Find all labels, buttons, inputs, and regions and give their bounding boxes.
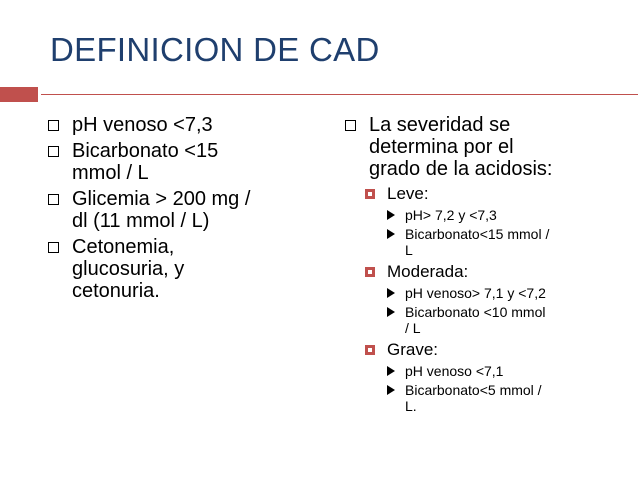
triangle-arrow-icon <box>387 210 395 220</box>
severity-detail-line: L. <box>405 398 417 414</box>
severity-detail <box>387 382 615 414</box>
severity-level-label: Moderada: <box>387 262 469 281</box>
criteria-line: dl (11 mmol / L) <box>72 210 210 232</box>
severity-detail-line: pH venoso <7,1 <box>405 363 504 379</box>
severity-level-label: Grave: <box>387 340 439 359</box>
red-square-icon <box>365 345 375 355</box>
severity-detail <box>387 285 615 301</box>
severity-detail-line: Bicarbonato <10 mmol <box>405 304 546 320</box>
severity-detail-line: pH> 7,2 y <7,3 <box>405 207 497 223</box>
severity-detail <box>387 226 615 258</box>
criteria-line: mmol / L <box>72 162 149 184</box>
title-accent-bar <box>0 87 38 102</box>
criteria-item-ketones <box>48 236 300 302</box>
triangle-arrow-icon <box>387 307 395 317</box>
severity-intro-line: determina por el <box>369 136 514 158</box>
triangle-arrow-icon <box>387 366 395 376</box>
left-column <box>48 114 300 306</box>
hollow-square-icon <box>345 120 356 131</box>
severity-detail-line: / L <box>405 320 421 336</box>
severity-detail <box>387 304 615 336</box>
triangle-arrow-icon <box>387 288 395 298</box>
severity-detail-line: pH venoso> 7,1 y <7,2 <box>405 285 546 301</box>
severity-detail-line: Bicarbonato<5 mmol / <box>405 382 542 398</box>
red-square-icon <box>365 189 375 199</box>
hollow-square-icon <box>48 146 59 157</box>
criteria-line: Cetonemia, <box>72 236 175 258</box>
triangle-arrow-icon <box>387 229 395 239</box>
criteria-line: cetonuria. <box>72 280 160 302</box>
severity-intro <box>345 114 615 180</box>
severity-detail <box>387 363 615 379</box>
severity-detail-line: Bicarbonato<15 mmol / <box>405 226 550 242</box>
criteria-line: Bicarbonato <15 <box>72 140 219 162</box>
severity-detail <box>387 207 615 223</box>
red-square-icon <box>365 267 375 277</box>
criteria-line: glucosuria, y <box>72 258 185 280</box>
hollow-square-icon <box>48 194 59 205</box>
criteria-line: pH venoso <7,3 <box>72 114 213 136</box>
severity-detail-line: L <box>405 242 413 258</box>
title-divider-line <box>41 94 638 95</box>
triangle-arrow-icon <box>387 385 395 395</box>
severity-level-mild <box>365 184 615 204</box>
criteria-item-glycemia <box>48 188 300 232</box>
slide-title: DEFINICION DE CAD <box>50 31 380 68</box>
severity-intro-line: grado de la acidosis: <box>369 158 553 180</box>
criteria-item-bicarbonate <box>48 140 300 184</box>
severity-intro-line: La severidad se <box>369 114 511 136</box>
hollow-square-icon <box>48 242 59 253</box>
criteria-item-ph <box>48 114 300 136</box>
right-column <box>345 114 615 417</box>
severity-level-label: Leve: <box>387 184 429 203</box>
criteria-line: Glicemia > 200 mg / <box>72 188 251 210</box>
severity-level-moderate <box>365 262 615 282</box>
hollow-square-icon <box>48 120 59 131</box>
severity-level-severe <box>365 340 615 360</box>
